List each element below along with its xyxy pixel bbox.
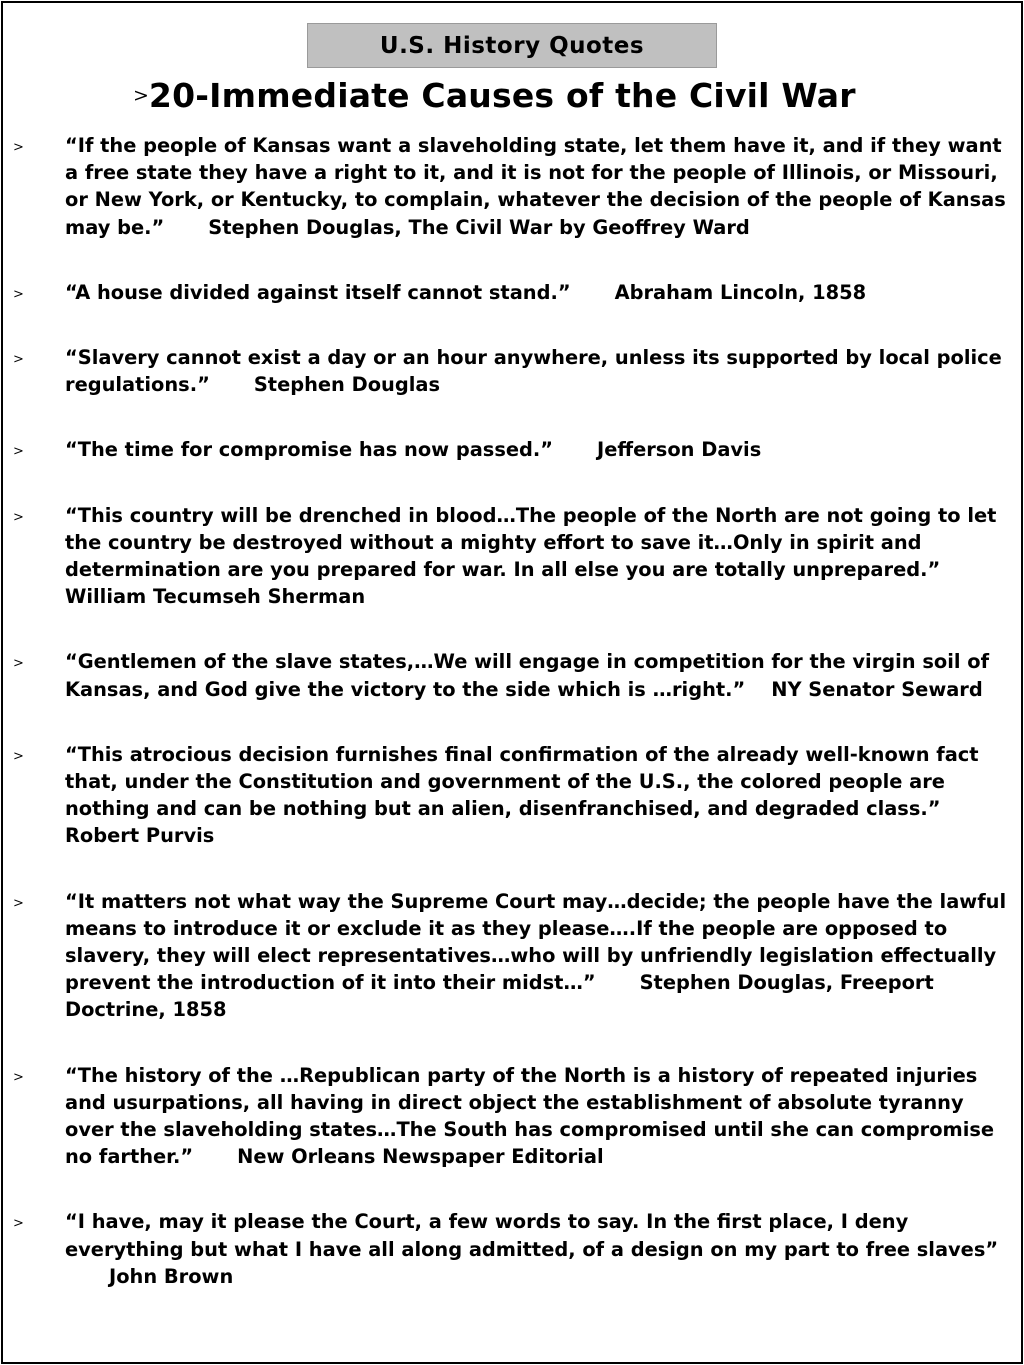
quote-attribution: Jefferson Davis bbox=[597, 438, 762, 462]
quote-item bbox=[0, 648, 1024, 702]
bullet-marker: > bbox=[13, 286, 24, 302]
quote-item bbox=[0, 502, 1024, 611]
quote-attribution: Abraham Lincoln, 1858 bbox=[614, 280, 867, 304]
quote-text: “This atrocious decision furnishes final confirmation of the already well-known fact that, under the Constitution and government of the U.S., the colored people are nothing and can be nothing but an alien, disenfranchised, and degraded class.” bbox=[65, 742, 979, 821]
quote-attribution: Stephen Douglas, Freeport Doctrine, 1858 bbox=[65, 971, 934, 1022]
quote-attribution: New Orleans Newspaper Editorial bbox=[237, 1145, 604, 1169]
quote-attribution: John Brown bbox=[109, 1264, 234, 1288]
quote-text: “The history of the …Republican party of the North is a history of repeated injuries and usurpations, all having in direct object the establishment of absolute tyranny over the slaveholding states…The South has compromised until she can compromise no farther.” bbox=[65, 1063, 995, 1169]
quote-item bbox=[0, 1062, 1024, 1171]
header-banner: U.S. History Quotes bbox=[307, 23, 717, 68]
quote-text: “The time for compromise has now passed.” bbox=[65, 438, 554, 462]
quote-text: “Gentlemen of the slave states,…We will engage in competition for the virgin soil of Kansas, and God give the victory to the side which is …right.” bbox=[65, 650, 990, 701]
quote-attribution: William Tecumseh Sherman bbox=[65, 585, 366, 609]
quote-attribution: NY Senator Seward bbox=[771, 677, 983, 701]
quote-attribution: Robert Purvis bbox=[65, 824, 215, 848]
quote-text: “A house divided against itself cannot stand.” bbox=[65, 280, 571, 304]
quote-item bbox=[0, 132, 1024, 241]
title-marker: > bbox=[133, 84, 149, 107]
quote-text: “Slavery cannot exist a day or an hour anywhere, unless its supported by local police regulations.” bbox=[65, 346, 1002, 397]
bullet-marker: > bbox=[13, 444, 24, 460]
title-text: 20-Immediate Causes of the Civil War bbox=[148, 76, 856, 115]
quote-item bbox=[0, 436, 1024, 463]
quote-item bbox=[0, 888, 1024, 1024]
bullet-marker: > bbox=[13, 509, 24, 525]
quote-list bbox=[0, 132, 1024, 1328]
bullet-marker: > bbox=[13, 1216, 24, 1232]
page-title bbox=[133, 76, 856, 115]
quote-attribution: Stephen Douglas, The Civil War by Geoffrey Ward bbox=[208, 215, 750, 239]
quote-text: “It matters not what way the Supreme Court may…decide; the people have the lawful means to introduce it or exclude it as they please….If the people are opposed to slavery, they will elect representatives…who will by unfriendly legislation effectually prevent the introduction of it into their midst…” bbox=[65, 889, 1007, 995]
bullet-marker: > bbox=[13, 1069, 24, 1085]
quote-item bbox=[0, 741, 1024, 850]
bullet-marker: > bbox=[13, 895, 24, 911]
quote-item bbox=[0, 1208, 1024, 1290]
bullet-marker: > bbox=[13, 656, 24, 672]
quote-text: “I have, may it please the Court, a few words to say. In the first place, I deny everything but what I have all along admitted, of a design on my part to free slaves” bbox=[65, 1210, 999, 1261]
bullet-marker: > bbox=[13, 140, 24, 155]
quote-text: “This country will be drenched in blood…The people of the North are not going to let the country be destroyed without a mighty effort to save it…Only in spirit and determination are you prepared for war. In all else you are totally unprepared.” bbox=[65, 503, 997, 582]
quote-text: “If the people of Kansas want a slaveholding state, let them have it, and if they want a free state they have a right to it, and it is not for the people of Illinois, or Missouri, or New York, or Kentucky, to complain, whatever the decision of the people of Kansas may be.” bbox=[65, 134, 1006, 239]
quote-attribution: Stephen Douglas bbox=[253, 373, 440, 397]
quote-item bbox=[0, 279, 1024, 306]
quote-item bbox=[0, 344, 1024, 398]
bullet-marker: > bbox=[13, 748, 24, 764]
bullet-marker: > bbox=[13, 352, 24, 368]
